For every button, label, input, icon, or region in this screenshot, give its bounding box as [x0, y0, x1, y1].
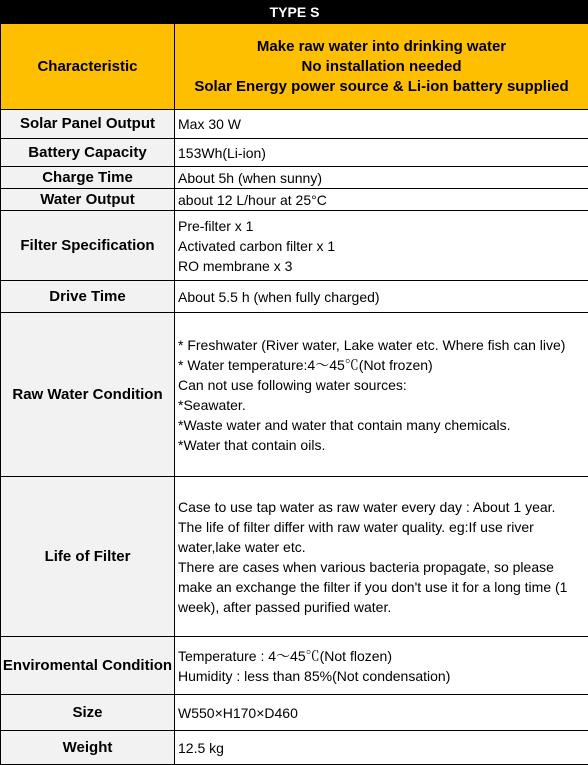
row-label: Weight: [1, 731, 175, 765]
row-label: Life of Filter: [1, 477, 175, 637]
value-line: Humidity : less than 85%(Not condensation): [178, 666, 585, 686]
row-value: [175, 211, 588, 281]
value-line: about 12 L/hour at 25°C: [178, 190, 585, 210]
row-label: Filter Specification: [1, 211, 175, 281]
row-label: Drive Time: [1, 281, 175, 313]
header-label: Characteristic: [1, 24, 175, 110]
value-line: 153Wh(Li-ion): [178, 143, 585, 163]
value-line: About 5h (when sunny): [178, 168, 585, 188]
row-value: [175, 139, 588, 167]
row-label: Raw Water Condition: [1, 313, 175, 477]
row-value: [175, 637, 588, 695]
value-line: *Seawater.: [178, 395, 585, 415]
value-line: 12.5 kg: [178, 738, 585, 758]
table-title: TYPE S: [1, 1, 588, 24]
value-line: Activated carbon filter x 1: [178, 236, 585, 256]
row-value: [175, 731, 588, 765]
row-label: Size: [1, 695, 175, 731]
row-value: [175, 110, 588, 139]
value-line: *Water that contain oils.: [178, 435, 585, 455]
value-line: Pre-filter x 1: [178, 216, 585, 236]
row-label: Battery Capacity: [1, 139, 175, 167]
header-line: Make raw water into drinking water: [175, 37, 588, 57]
value-line: W550×H170×D460: [178, 703, 585, 723]
value-line: Max 30 W: [178, 114, 585, 134]
value-line: Temperature : 4～45℃(Not flozen): [178, 646, 585, 666]
value-line: * Water temperature:4～45℃(Not frozen): [178, 355, 585, 375]
row-value: [175, 695, 588, 731]
value-line: *Waste water and water that contain many chemicals.: [178, 415, 585, 435]
header-line: Solar Energy power source & Li-ion battery supplied: [175, 77, 588, 97]
row-label: Solar Panel Output: [1, 110, 175, 139]
value-line: The life of filter differ with raw water quality. eg:If use river water,lake water etc.: [178, 517, 585, 557]
value-line: Can not use following water sources:: [178, 375, 585, 395]
header-line: No installation needed: [175, 57, 588, 77]
row-value: [175, 313, 588, 477]
header-value: [175, 24, 588, 110]
row-value: [175, 189, 588, 211]
value-line: About 5.5 h (when fully charged): [178, 287, 585, 307]
value-line: Case to use tap water as raw water every day : About 1 year.: [178, 497, 585, 517]
row-label: Water Output: [1, 189, 175, 211]
row-value: [175, 477, 588, 637]
row-value: [175, 167, 588, 189]
row-label: Enviromental Condition: [1, 637, 175, 695]
value-line: * Freshwater (River water, Lake water etc. Where fish can live): [178, 335, 585, 355]
row-label: Charge Time: [1, 167, 175, 189]
value-line: RO membrane x 3: [178, 256, 585, 276]
value-line: There are cases when various bacteria propagate, so please make an exchange the filter if you don't use it for a long time (1 week), after passed purified water.: [178, 557, 585, 617]
row-value: [175, 281, 588, 313]
